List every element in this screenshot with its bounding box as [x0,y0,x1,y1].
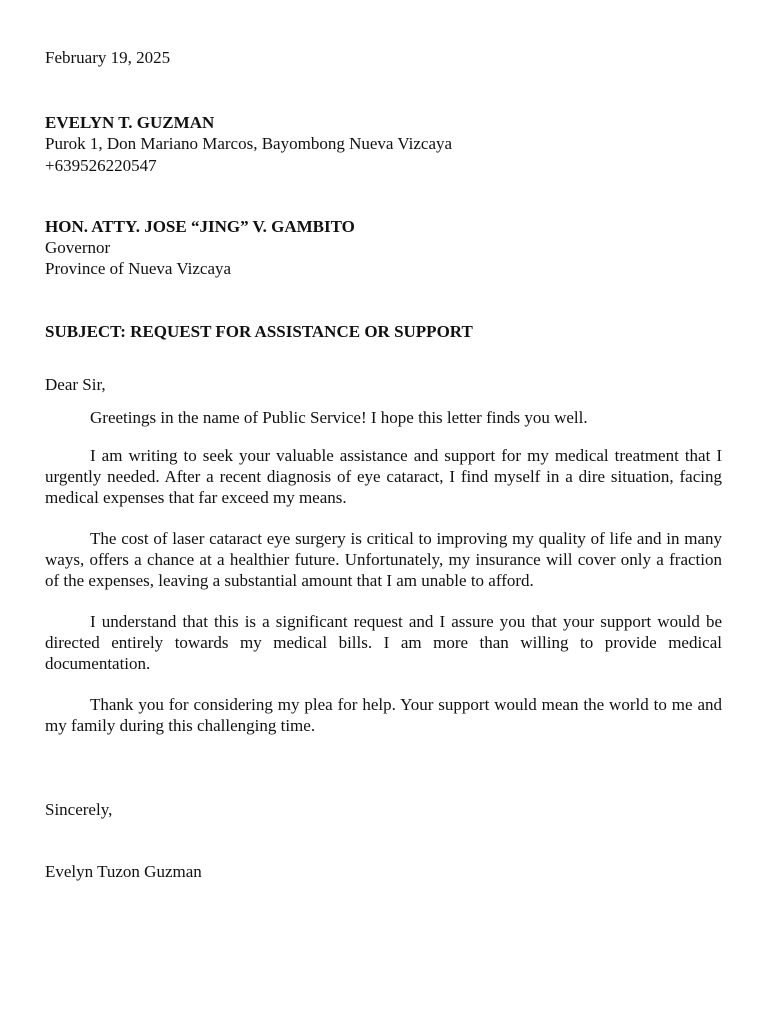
body-paragraph-thanks: Thank you for considering my plea for help. Your support would mean the world to me and my family during this challenging time. [45,695,722,735]
letter-date: February 19, 2025 [45,48,171,67]
letter-subject: SUBJECT: REQUEST FOR ASSISTANCE OR SUPPORT [45,322,473,341]
letter-closing: Sincerely, [45,800,113,819]
body-paragraph-assurance: I understand that this is a significant request and I assure you that your support would be directed entirely towards my medical bills. I am more than willing to provide medical documentation. [45,612,722,673]
signature-name: Evelyn Tuzon Guzman [45,862,202,881]
sender-name: EVELYN T. GUZMAN [45,113,215,132]
sender-phone: +639526220547 [45,156,157,175]
sender-address: Purok 1, Don Mariano Marcos, Bayombong Nueva Vizcaya [45,134,453,153]
recipient-office: Province of Nueva Vizcaya [45,259,232,278]
recipient-name: HON. ATTY. JOSE “JING” V. GAMBITO [45,217,355,236]
body-paragraph-request: I am writing to seek your valuable assistance and support for my medical treatment that I urgently needed. After a recent diagnosis of eye cataract, I find myself in a dire situation, facing medical expenses that far exceed my means. [45,446,722,507]
letter-page [45,0,722,1024]
body-paragraph-cost: The cost of laser cataract eye surgery is critical to improving my quality of life and in many ways, offers a chance at a healthier future. Unfortunately, my insurance will cover only a fraction of the expenses, leaving a substantial amount that I am unable to afford. [45,529,722,590]
recipient-title: Governor [45,238,111,257]
body-paragraph-greeting: Greetings in the name of Public Service! I hope this letter finds you well. [90,408,588,427]
letter-salutation: Dear Sir, [45,375,106,394]
